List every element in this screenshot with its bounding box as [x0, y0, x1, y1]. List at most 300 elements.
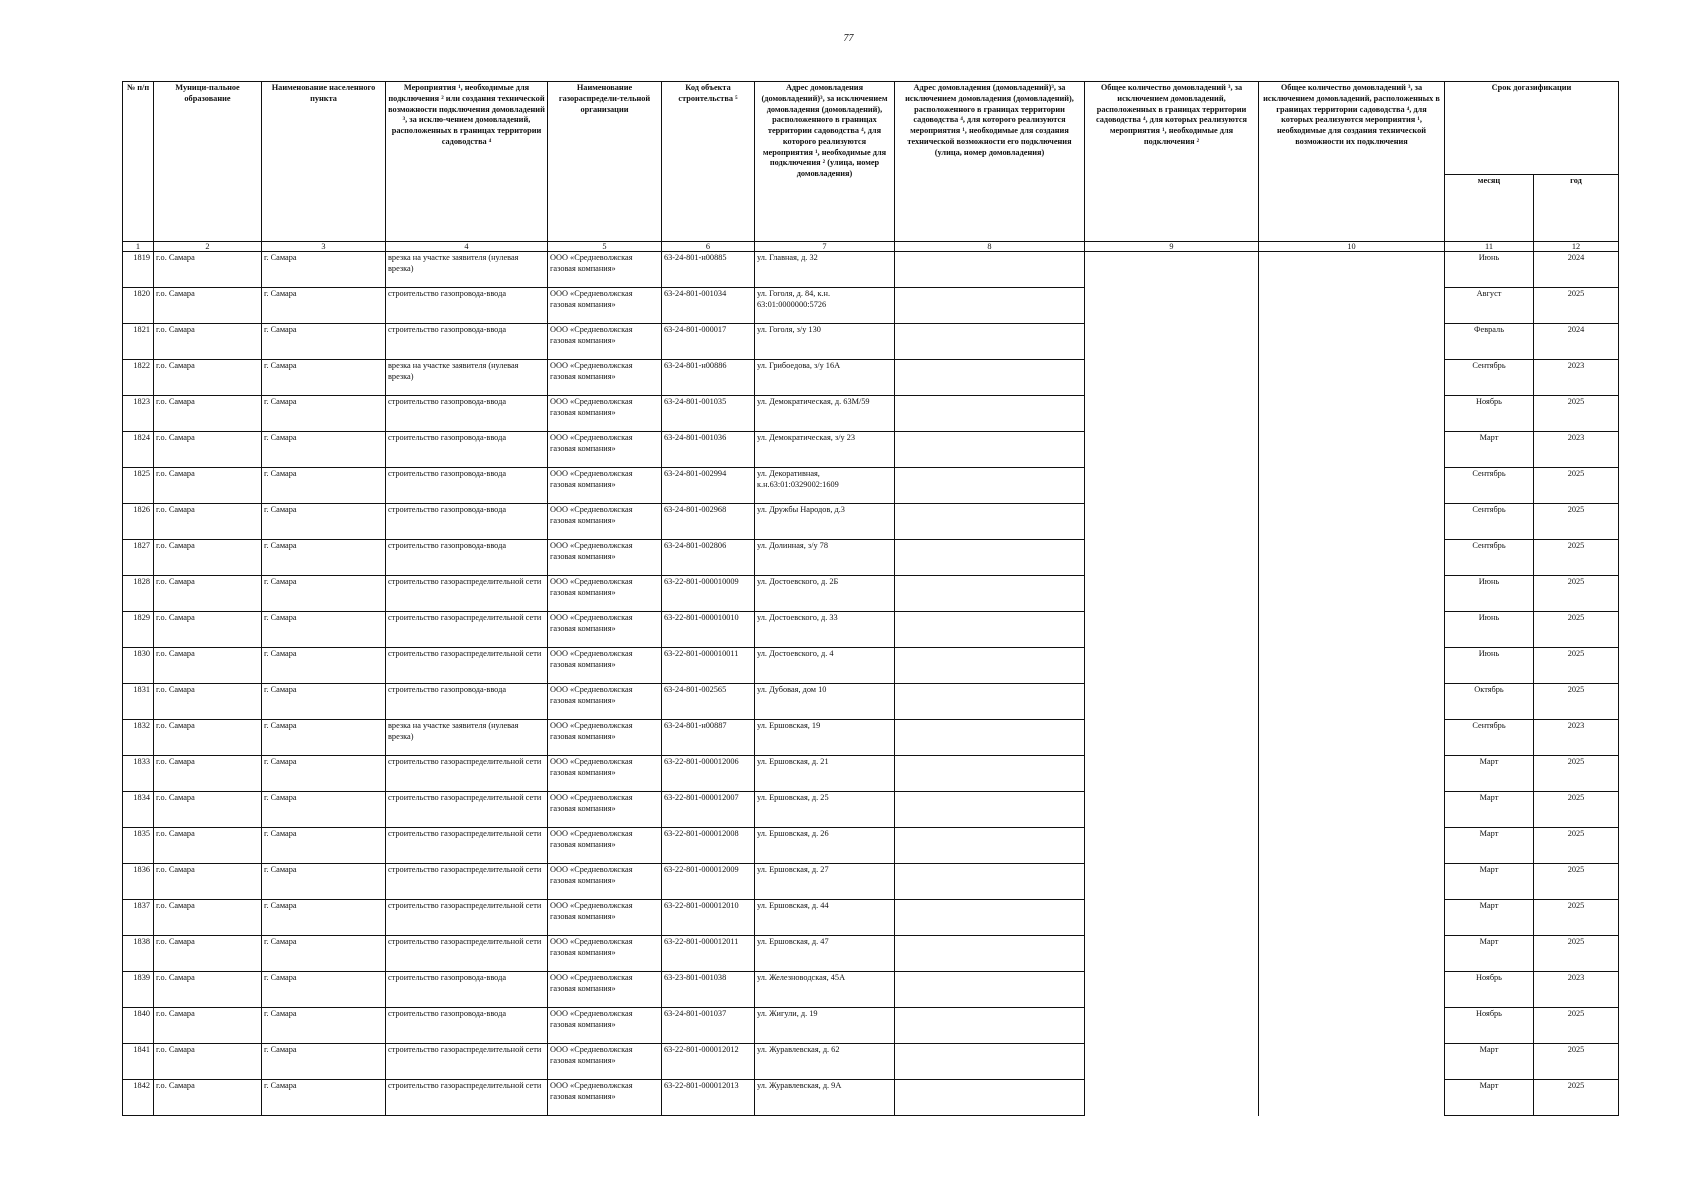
object-code-cell: 63-22-801-000012010 [662, 900, 755, 936]
table-body [123, 252, 1619, 1116]
header-deadline: Срок догазификации [1445, 82, 1619, 175]
organization-cell: ООО «Средневолжская газовая компания» [548, 864, 662, 900]
row-number-cell: 1833 [123, 756, 154, 792]
year-cell: 2025 [1534, 756, 1619, 792]
measure-cell: строительство газораспределительной сети [386, 756, 548, 792]
capability-address-cell [895, 1008, 1085, 1044]
year-cell: 2025 [1534, 936, 1619, 972]
address-cell: ул. Ершовская, 19 [755, 720, 895, 756]
year-cell: 2025 [1534, 648, 1619, 684]
month-cell: Март [1445, 756, 1534, 792]
capability-address-cell [895, 900, 1085, 936]
year-cell: 2023 [1534, 972, 1619, 1008]
organization-cell: ООО «Средневолжская газовая компания» [548, 432, 662, 468]
table-row [123, 396, 1619, 432]
object-code-cell: 63-24-801-н00887 [662, 720, 755, 756]
row-number-cell: 1827 [123, 540, 154, 576]
table-row [123, 360, 1619, 396]
header-settlement: Наименование населенного пункта [262, 82, 386, 242]
address-cell: ул. Главная, д. 32 [755, 252, 895, 288]
municipality-cell: г.о. Самара [154, 720, 262, 756]
measure-cell: строительство газораспределительной сети [386, 612, 548, 648]
capability-address-cell [895, 828, 1085, 864]
header-measures: Мероприятия ¹, необходимые для подключения ² или создания технической возможности подключения домовладений ³, за исклю-чением домовладений, расположенных в границах территории садоводства ⁴ [386, 82, 548, 242]
organization-cell: ООО «Средневолжская газовая компания» [548, 720, 662, 756]
object-code-cell: 63-23-801-001038 [662, 972, 755, 1008]
capability-count-cell [1259, 360, 1445, 396]
capability-count-cell [1259, 576, 1445, 612]
address-cell: ул. Достоевского, д. 33 [755, 612, 895, 648]
table-row [123, 828, 1619, 864]
capability-count-cell [1259, 504, 1445, 540]
table-row [123, 288, 1619, 324]
month-cell: Март [1445, 1044, 1534, 1080]
capability-address-cell [895, 324, 1085, 360]
connection-count-cell [1085, 648, 1259, 684]
capability-address-cell [895, 576, 1085, 612]
address-cell: ул. Достоевского, д. 4 [755, 648, 895, 684]
capability-count-cell [1259, 396, 1445, 432]
capability-count-cell [1259, 432, 1445, 468]
settlement-cell: г. Самара [262, 684, 386, 720]
capability-count-cell [1259, 900, 1445, 936]
measure-cell: строительство газораспределительной сети [386, 936, 548, 972]
measure-cell: строительство газораспределительной сети [386, 792, 548, 828]
header-month: месяц [1445, 175, 1534, 242]
capability-address-cell [895, 468, 1085, 504]
row-number-cell: 1824 [123, 432, 154, 468]
year-cell: 2025 [1534, 396, 1619, 432]
column-number: 9 [1085, 242, 1259, 252]
municipality-cell: г.о. Самара [154, 288, 262, 324]
capability-address-cell [895, 396, 1085, 432]
capability-address-cell [895, 360, 1085, 396]
address-cell: ул. Достоевского, д. 2Б [755, 576, 895, 612]
organization-cell: ООО «Средневолжская газовая компания» [548, 900, 662, 936]
measure-cell: строительство газораспределительной сети [386, 1080, 548, 1116]
measure-cell: строительство газопровода-ввода [386, 396, 548, 432]
year-cell: 2023 [1534, 720, 1619, 756]
table-row [123, 864, 1619, 900]
column-number: 2 [154, 242, 262, 252]
object-code-cell: 63-24-801-000017 [662, 324, 755, 360]
address-cell: ул. Демократическая, д. 63М/59 [755, 396, 895, 432]
month-cell: Сентябрь [1445, 504, 1534, 540]
column-number: 8 [895, 242, 1085, 252]
table-row [123, 468, 1619, 504]
header-organization: Наименование газораспредели-тельной организации [548, 82, 662, 242]
connection-count-cell [1085, 612, 1259, 648]
year-cell: 2024 [1534, 252, 1619, 288]
capability-address-cell [895, 432, 1085, 468]
month-cell: Июнь [1445, 648, 1534, 684]
capability-address-cell [895, 864, 1085, 900]
connection-count-cell [1085, 468, 1259, 504]
address-cell: ул. Дубовая, дом 10 [755, 684, 895, 720]
capability-count-cell [1259, 756, 1445, 792]
table-row [123, 684, 1619, 720]
object-code-cell: 63-24-801-002994 [662, 468, 755, 504]
column-number: 11 [1445, 242, 1534, 252]
municipality-cell: г.о. Самара [154, 684, 262, 720]
month-cell: Март [1445, 936, 1534, 972]
row-number-cell: 1829 [123, 612, 154, 648]
measure-cell: строительство газопровода-ввода [386, 468, 548, 504]
municipality-cell: г.о. Самара [154, 612, 262, 648]
connection-count-cell [1085, 720, 1259, 756]
connection-count-cell [1085, 1080, 1259, 1116]
settlement-cell: г. Самара [262, 972, 386, 1008]
capability-address-cell [895, 936, 1085, 972]
object-code-cell: 63-24-801-н00885 [662, 252, 755, 288]
settlement-cell: г. Самара [262, 540, 386, 576]
connection-count-cell [1085, 360, 1259, 396]
year-cell: 2025 [1534, 288, 1619, 324]
settlement-cell: г. Самара [262, 504, 386, 540]
capability-count-cell [1259, 1008, 1445, 1044]
settlement-cell: г. Самара [262, 1080, 386, 1116]
table-row [123, 576, 1619, 612]
measure-cell: строительство газораспределительной сети [386, 900, 548, 936]
row-number-cell: 1839 [123, 972, 154, 1008]
settlement-cell: г. Самара [262, 360, 386, 396]
month-cell: Сентябрь [1445, 468, 1534, 504]
organization-cell: ООО «Средневолжская газовая компания» [548, 540, 662, 576]
month-cell: Март [1445, 828, 1534, 864]
object-code-cell: 63-22-801-000012007 [662, 792, 755, 828]
row-number-cell: 1837 [123, 900, 154, 936]
header-address-connection: Адрес домовладения (домовладений)³, за исключением домовладения (домовладений), расположенного в границах территории садоводства ⁴, для которого реализуются мероприятия ¹, необходимые для подключения ² (улица, номер домовладения) [755, 82, 895, 242]
capability-count-cell [1259, 324, 1445, 360]
month-cell: Сентябрь [1445, 720, 1534, 756]
connection-count-cell [1085, 540, 1259, 576]
connection-count-cell [1085, 1008, 1259, 1044]
connection-count-cell [1085, 504, 1259, 540]
object-code-cell: 63-22-801-000010009 [662, 576, 755, 612]
object-code-cell: 63-24-801-001034 [662, 288, 755, 324]
object-code-cell: 63-22-801-000012013 [662, 1080, 755, 1116]
row-number-cell: 1823 [123, 396, 154, 432]
object-code-cell: 63-24-801-002806 [662, 540, 755, 576]
municipality-cell: г.о. Самара [154, 972, 262, 1008]
header-year: год [1534, 175, 1619, 242]
object-code-cell: 63-24-801-001037 [662, 1008, 755, 1044]
organization-cell: ООО «Средневолжская газовая компания» [548, 360, 662, 396]
settlement-cell: г. Самара [262, 1008, 386, 1044]
measure-cell: строительство газопровода-ввода [386, 1008, 548, 1044]
capability-count-cell [1259, 540, 1445, 576]
column-number: 1 [123, 242, 154, 252]
capability-address-cell [895, 972, 1085, 1008]
settlement-cell: г. Самара [262, 576, 386, 612]
settlement-cell: г. Самара [262, 612, 386, 648]
measure-cell: строительство газопровода-ввода [386, 972, 548, 1008]
municipality-cell: г.о. Самара [154, 468, 262, 504]
settlement-cell: г. Самара [262, 468, 386, 504]
connection-count-cell [1085, 792, 1259, 828]
address-cell: ул. Ершовская, д. 44 [755, 900, 895, 936]
month-cell: Март [1445, 864, 1534, 900]
row-number-cell: 1838 [123, 936, 154, 972]
row-number-cell: 1821 [123, 324, 154, 360]
measure-cell: строительство газопровода-ввода [386, 324, 548, 360]
object-code-cell: 63-24-801-001036 [662, 432, 755, 468]
address-cell: ул. Ершовская, д. 47 [755, 936, 895, 972]
row-number-cell: 1830 [123, 648, 154, 684]
table-row [123, 900, 1619, 936]
capability-address-cell [895, 720, 1085, 756]
month-cell: Март [1445, 432, 1534, 468]
row-number-cell: 1831 [123, 684, 154, 720]
table-row [123, 756, 1619, 792]
address-cell: ул. Долинная, з/у 78 [755, 540, 895, 576]
column-number: 10 [1259, 242, 1445, 252]
settlement-cell: г. Самара [262, 792, 386, 828]
row-number-cell: 1832 [123, 720, 154, 756]
municipality-cell: г.о. Самара [154, 252, 262, 288]
month-cell: Август [1445, 288, 1534, 324]
address-cell: ул. Ершовская, д. 27 [755, 864, 895, 900]
settlement-cell: г. Самара [262, 288, 386, 324]
measure-cell: строительство газораспределительной сети [386, 648, 548, 684]
object-code-cell: 63-24-801-001035 [662, 396, 755, 432]
capability-address-cell [895, 1080, 1085, 1116]
object-code-cell: 63-22-801-000012011 [662, 936, 755, 972]
table-row [123, 324, 1619, 360]
address-cell: ул. Жигули, д. 19 [755, 1008, 895, 1044]
capability-count-cell [1259, 252, 1445, 288]
object-code-cell: 63-22-801-000012012 [662, 1044, 755, 1080]
month-cell: Март [1445, 1080, 1534, 1116]
year-cell: 2024 [1534, 324, 1619, 360]
column-number: 3 [262, 242, 386, 252]
year-cell: 2025 [1534, 576, 1619, 612]
municipality-cell: г.о. Самара [154, 792, 262, 828]
row-number-cell: 1836 [123, 864, 154, 900]
address-cell: ул. Дружбы Народов, д.3 [755, 504, 895, 540]
row-number-cell: 1835 [123, 828, 154, 864]
organization-cell: ООО «Средневолжская газовая компания» [548, 252, 662, 288]
municipality-cell: г.о. Самара [154, 756, 262, 792]
connection-count-cell [1085, 252, 1259, 288]
organization-cell: ООО «Средневолжская газовая компания» [548, 1008, 662, 1044]
settlement-cell: г. Самара [262, 1044, 386, 1080]
month-cell: Сентябрь [1445, 360, 1534, 396]
capability-address-cell [895, 288, 1085, 324]
year-cell: 2025 [1534, 1008, 1619, 1044]
capability-count-cell [1259, 288, 1445, 324]
row-number-cell: 1828 [123, 576, 154, 612]
month-cell: Июнь [1445, 576, 1534, 612]
address-cell: ул. Декоративная, к.н.63:01:0329002:1609 [755, 468, 895, 504]
year-cell: 2025 [1534, 792, 1619, 828]
page-number: 77 [843, 33, 854, 44]
organization-cell: ООО «Средневолжская газовая компания» [548, 648, 662, 684]
table-row [123, 936, 1619, 972]
municipality-cell: г.о. Самара [154, 828, 262, 864]
row-number-cell: 1834 [123, 792, 154, 828]
connection-count-cell [1085, 576, 1259, 612]
year-cell: 2025 [1534, 1044, 1619, 1080]
address-cell: ул. Гоголя, д. 84, к.н. 63:01:0000000:5726 [755, 288, 895, 324]
table-row [123, 252, 1619, 288]
municipality-cell: г.о. Самара [154, 432, 262, 468]
object-code-cell: 63-24-801-002565 [662, 684, 755, 720]
organization-cell: ООО «Средневолжская газовая компания» [548, 612, 662, 648]
header-address-capability: Адрес домовладения (домовладений)³, за исключением домовладения (домовладений), расположенного в границах территории садоводства ⁴, для которого реализуются мероприятия ¹, необходимые для создания технической возможности его подключения (улица, номер домовладения) [895, 82, 1085, 242]
connection-count-cell [1085, 324, 1259, 360]
address-cell: ул. Ершовская, д. 21 [755, 756, 895, 792]
connection-count-cell [1085, 1044, 1259, 1080]
measure-cell: врезка на участке заявителя (нулевая врезка) [386, 720, 548, 756]
capability-address-cell [895, 252, 1085, 288]
organization-cell: ООО «Средневолжская газовая компания» [548, 1044, 662, 1080]
municipality-cell: г.о. Самара [154, 576, 262, 612]
municipality-cell: г.о. Самара [154, 360, 262, 396]
settlement-cell: г. Самара [262, 900, 386, 936]
object-code-cell: 63-24-801-002968 [662, 504, 755, 540]
organization-cell: ООО «Средневолжская газовая компания» [548, 828, 662, 864]
settlement-cell: г. Самара [262, 432, 386, 468]
year-cell: 2025 [1534, 828, 1619, 864]
month-cell: Октябрь [1445, 684, 1534, 720]
organization-cell: ООО «Средневолжская газовая компания» [548, 1080, 662, 1116]
year-cell: 2025 [1534, 684, 1619, 720]
table-row [123, 792, 1619, 828]
capability-address-cell [895, 648, 1085, 684]
capability-count-cell [1259, 684, 1445, 720]
connection-count-cell [1085, 864, 1259, 900]
organization-cell: ООО «Средневолжская газовая компания» [548, 792, 662, 828]
row-number-cell: 1825 [123, 468, 154, 504]
address-cell: ул. Гоголя, з/у 130 [755, 324, 895, 360]
object-code-cell: 63-22-801-000012009 [662, 864, 755, 900]
column-number: 5 [548, 242, 662, 252]
connection-count-cell [1085, 432, 1259, 468]
settlement-cell: г. Самара [262, 648, 386, 684]
table-header [123, 82, 1619, 242]
capability-count-cell [1259, 972, 1445, 1008]
year-cell: 2025 [1534, 468, 1619, 504]
year-cell: 2025 [1534, 612, 1619, 648]
table-row [123, 1080, 1619, 1116]
object-code-cell: 63-22-801-000010011 [662, 648, 755, 684]
organization-cell: ООО «Средневолжская газовая компания» [548, 756, 662, 792]
measure-cell: строительство газопровода-ввода [386, 684, 548, 720]
measure-cell: строительство газопровода-ввода [386, 504, 548, 540]
organization-cell: ООО «Средневолжская газовая компания» [548, 324, 662, 360]
address-cell: ул. Грибоедова, з/у 16А [755, 360, 895, 396]
month-cell: Июнь [1445, 252, 1534, 288]
municipality-cell: г.о. Самара [154, 540, 262, 576]
year-cell: 2025 [1534, 540, 1619, 576]
capability-address-cell [895, 756, 1085, 792]
capability-count-cell [1259, 936, 1445, 972]
month-cell: Ноябрь [1445, 396, 1534, 432]
year-cell: 2025 [1534, 900, 1619, 936]
municipality-cell: г.о. Самара [154, 504, 262, 540]
column-number: 4 [386, 242, 548, 252]
header-municipality: Муници-пальное образование [154, 82, 262, 242]
settlement-cell: г. Самара [262, 864, 386, 900]
connection-count-cell [1085, 828, 1259, 864]
capability-count-cell [1259, 792, 1445, 828]
capability-count-cell [1259, 1044, 1445, 1080]
organization-cell: ООО «Средневолжская газовая компания» [548, 396, 662, 432]
object-code-cell: 63-22-801-000012006 [662, 756, 755, 792]
address-cell: ул. Ершовская, д. 26 [755, 828, 895, 864]
row-number-cell: 1840 [123, 1008, 154, 1044]
measure-cell: строительство газораспределительной сети [386, 1044, 548, 1080]
connection-count-cell [1085, 288, 1259, 324]
year-cell: 2023 [1534, 432, 1619, 468]
address-cell: ул. Журавлевская, д. 62 [755, 1044, 895, 1080]
municipality-cell: г.о. Самара [154, 1008, 262, 1044]
settlement-cell: г. Самара [262, 756, 386, 792]
municipality-cell: г.о. Самара [154, 900, 262, 936]
table-row [123, 504, 1619, 540]
capability-count-cell [1259, 648, 1445, 684]
connection-count-cell [1085, 684, 1259, 720]
table-row [123, 612, 1619, 648]
capability-count-cell [1259, 468, 1445, 504]
connection-count-cell [1085, 900, 1259, 936]
header-object-code: Код объекта строительства ⁵ [662, 82, 755, 242]
table-row [123, 648, 1619, 684]
row-number-cell: 1822 [123, 360, 154, 396]
address-cell: ул. Ершовская, д. 25 [755, 792, 895, 828]
month-cell: Март [1445, 900, 1534, 936]
year-cell: 2025 [1534, 1080, 1619, 1116]
month-cell: Февраль [1445, 324, 1534, 360]
organization-cell: ООО «Средневолжская газовая компания» [548, 972, 662, 1008]
year-cell: 2025 [1534, 504, 1619, 540]
object-code-cell: 63-24-801-н00886 [662, 360, 755, 396]
table-row [123, 972, 1619, 1008]
gasification-table [122, 81, 1619, 1116]
organization-cell: ООО «Средневолжская газовая компания» [548, 576, 662, 612]
organization-cell: ООО «Средневолжская газовая компания» [548, 684, 662, 720]
table-row [123, 540, 1619, 576]
settlement-cell: г. Самара [262, 936, 386, 972]
column-number: 7 [755, 242, 895, 252]
settlement-cell: г. Самара [262, 324, 386, 360]
organization-cell: ООО «Средневолжская газовая компания» [548, 936, 662, 972]
organization-cell: ООО «Средневолжская газовая компания» [548, 504, 662, 540]
municipality-cell: г.о. Самара [154, 396, 262, 432]
capability-address-cell [895, 504, 1085, 540]
year-cell: 2025 [1534, 864, 1619, 900]
settlement-cell: г. Самара [262, 720, 386, 756]
measure-cell: строительство газопровода-ввода [386, 288, 548, 324]
table-row [123, 720, 1619, 756]
capability-address-cell [895, 540, 1085, 576]
row-number-cell: 1819 [123, 252, 154, 288]
row-number-cell: 1826 [123, 504, 154, 540]
address-cell: ул. Журавлевская, д. 9А [755, 1080, 895, 1116]
object-code-cell: 63-22-801-000010010 [662, 612, 755, 648]
measure-cell: строительство газопровода-ввода [386, 432, 548, 468]
municipality-cell: г.о. Самара [154, 864, 262, 900]
measure-cell: врезка на участке заявителя (нулевая врезка) [386, 252, 548, 288]
capability-count-cell [1259, 612, 1445, 648]
year-cell: 2023 [1534, 360, 1619, 396]
object-code-cell: 63-22-801-000012008 [662, 828, 755, 864]
month-cell: Март [1445, 792, 1534, 828]
organization-cell: ООО «Средневолжская газовая компания» [548, 468, 662, 504]
organization-cell: ООО «Средневолжская газовая компания» [548, 288, 662, 324]
settlement-cell: г. Самара [262, 828, 386, 864]
